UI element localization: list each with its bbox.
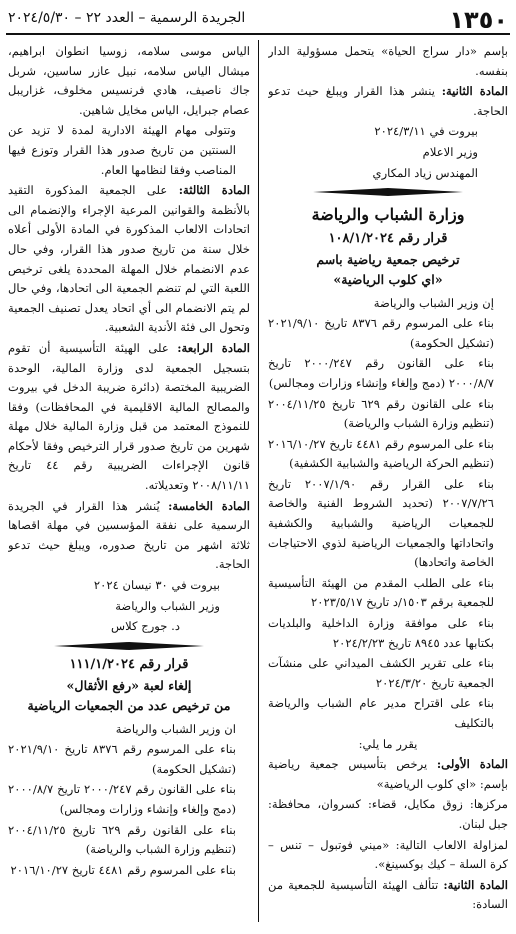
- article-text: يرخص بتأسيس جمعية رياضية بإسم: «اي كلوب الرياضية»: [268, 757, 508, 791]
- signature-block: [8, 576, 250, 637]
- recital: بناء على الطلب المقدم من الهيئة التأسيسية للجمعية برقم ١٥٠٣/د تاريخ ٢٠٢٣/٥/١٧: [268, 575, 494, 610]
- recital: بناء على اقتراح مدير عام الشباب والرياضة بالتكليف: [268, 696, 494, 730]
- decision-name: «اي كلوب الرياضية»: [333, 271, 443, 287]
- decides-line: يقرر ما يلي:: [358, 736, 418, 751]
- page-header: [6, 6, 510, 34]
- article-label: المادة الأولى:: [436, 757, 508, 772]
- page-number: ١٣٥٠: [449, 6, 508, 34]
- paragraph: الياس موسى سلامه، زوسيا انطوان ابراهيم، ميشال الياس سلامه، نبيل عازر ساسين، شربل جاك ناصيف، هادي فرنسيس مخلوف، غزاريبل عصام جبرايل، الياس مخايل شاهين.: [8, 44, 250, 117]
- recital: بناء على تقرير الكشف الميداني على منشآت الجمعية تاريخ ٢٠٢٤/٣/٢٠: [268, 656, 494, 690]
- article-2b: [268, 876, 508, 915]
- article-text: على الهيئة التأسيسية أن تقوم بتسجيل الجمعية لدى وزارة المالية، الوحدة الضريبية المختصة (دائرة ضريبة الدخل في بيروت والمصالح المالية الاقليمية في المحافظات) وفقا للنموذج المعتمد من قبل وزارة المالية خلال مهلة شهرين من تاريخ صدور قرار الترخيص وفقا لأحكام قانون الإجراءات الضريبية رقم ٤٤ تاريخ ٢٠٠٨/١١/١١ وتعديلاته.: [8, 340, 250, 493]
- article-1-hq: مركزها: زوق مكايل، قضاء: كسروان، محافظة: جبل لبنان.: [268, 797, 508, 831]
- paragraph: بإسم «دار سراج الحياة» يتحمل مسؤولية الدار بنفسه.: [268, 44, 508, 78]
- recital: بناء على القانون رقم ٦٢٩ تاريخ ٢٠٠٤/١١/٢٥ (تنظيم وزارة الشباب والرياضة): [8, 822, 236, 857]
- recital: بناء على القانون رقم ٢٠٠٠/٢٤٧ تاريخ ٢٠٠٠/٨/٧ (دمج وإلغاء وإنشاء وزارات ومجالس): [8, 782, 236, 816]
- article-label: المادة الثانية:: [441, 84, 508, 99]
- article-text: على الجمعية المذكورة التقيد بالأنظمة والقوانين المرعية الإجراء والإنضمام الى اتحادات الالعاب المذكورة في المادة الأولى أعلاه خلال سنة من تاريخ صدور هذا القرار، وفي حال عدم الانضمام خلال المهلة المحددة يلغى ترخيص اللعبة التي لم تنضم الجمعية الى اتحادها، وفي حال لم يتم الانضمام الى أي اتحاد يعدل تصنيف الجمعية وتحول الى فئة الأندية الشعبية.: [8, 183, 250, 335]
- article-1-games: لمزاولة الالعاب التالية: «ميني فوتبول – تنس – كرة السلة – كيك بوكسينغ».: [268, 837, 508, 872]
- recital: بناء على المرسوم رقم ٨٣٧٦ تاريخ ٢٠٢١/٩/١٠ (تشكيل الحكومة): [268, 316, 494, 350]
- article-label: المادة الخامسة:: [168, 498, 250, 513]
- article-label: المادة الثالثة:: [178, 183, 250, 198]
- article-text: ينشر هذا القرار ويبلغ حيث تدعو الحاجة.: [268, 84, 508, 118]
- intro-line: إن وزير الشباب والرياضة: [373, 295, 494, 310]
- signature-title: وزير الاعلام: [422, 144, 478, 159]
- signature-name: د. جورج كلاس: [110, 619, 180, 634]
- paragraph: وتتولى مهام الهيئة الادارية لمدة لا تزيد عن السنتين من تاريخ صدور هذا القرار وتوزع فيها المناصب وفقا لنظامها العام.: [8, 123, 236, 177]
- ornament-divider: [313, 187, 463, 197]
- article-1: [268, 755, 508, 794]
- decision-subject: إلغاء لعبة «رفع الأثقال»: [66, 678, 192, 694]
- article-text: تتألف الهيئة التأسيسية للجمعية من السادة:: [268, 877, 508, 912]
- recital: بناء على المرسوم رقم ٨٣٧٦ تاريخ ٢٠٢١/٩/١٠ (تشكيل الحكومة): [8, 742, 236, 776]
- decision-number: قرار رقم ١٠٨/١/٢٠٢٤: [328, 230, 448, 246]
- article-2: [268, 82, 508, 121]
- signature-date: بيروت في ٢٠٢٤/٣/١١: [374, 124, 478, 139]
- article-5: [8, 497, 250, 575]
- header-rule: [6, 33, 510, 35]
- right-column: [268, 42, 508, 924]
- article-label: المادة الثانية:: [443, 877, 508, 892]
- intro-line: ان وزير الشباب والرياضة: [115, 721, 236, 736]
- recital: بناء على القانون رقم ٦٢٩ تاريخ ٢٠٠٤/١١/٢٥ (تنظيم وزارة الشباب والرياضة): [268, 396, 494, 431]
- recital: بناء على المرسوم رقم ٤٤٨١ تاريخ ٢٠١٦/١٠/٢٧: [10, 862, 236, 877]
- signature-block: [268, 122, 508, 183]
- signature-name: المهندس زياد المكاري: [372, 165, 478, 180]
- header-title: الجريدة الرسمية – العدد ٢٢ – ٢٠٢٤/٥/٣٠: [8, 10, 246, 26]
- article-3: [8, 181, 250, 338]
- signature-date: بيروت في ٣٠ نيسان ٢٠٢٤: [93, 578, 220, 593]
- section-title: وزارة الشباب والرياضة: [311, 205, 465, 225]
- recital: بناء على المرسوم رقم ٤٤٨١ تاريخ ٢٠١٦/١٠/٢٧ (تنظيم الحركة الرياضية والشبابية الكشفية): [268, 436, 494, 471]
- decision-subject-2: من ترخيص عدد من الجمعيات الرياضية: [27, 698, 231, 713]
- article-label: المادة الرابعة:: [177, 340, 250, 355]
- decision-number: قرار رقم ١١١/١/٢٠٢٤: [69, 656, 189, 672]
- recital: بناء على القانون رقم ٢٠٠٠/٢٤٧ تاريخ ٢٠٠٠/٨/٧ (دمج وإلغاء وإنشاء وزارات ومجالس): [268, 356, 494, 390]
- column-divider: [258, 40, 259, 922]
- ornament-divider: [54, 641, 204, 651]
- signature-title: وزير الشباب والرياضة: [115, 598, 220, 613]
- recital: بناء على موافقة وزارة الداخلية والبلديات بكتابها عدد ٨٩٤٥ تاريخ ٢٠٢٤/٢/٢٣: [268, 616, 494, 650]
- article-text: يُنشر هذا القرار في الجريدة الرسمية على نفقة المؤسسين في مهلة اقصاها ثلاثة اشهر من تاريخ صدوره، ويبلغ حيث تدعو الحاجة.: [8, 498, 250, 572]
- recitals-list: [8, 740, 250, 880]
- recital: بناء على القرار رقم ٢٠٠٧/١/٩٠ تاريخ ٢٠٠٧/٧/٢٦ (تحديد الشروط الفنية والخاصة للجمعيات الرياضية والشبابية والكشفية واتحاداتها والجمعيات الرياضية لذوي الاحتياجات الخاصة واتحادها): [268, 476, 494, 570]
- left-column: [8, 42, 250, 924]
- recitals-list: [268, 314, 508, 733]
- article-4: [8, 339, 250, 496]
- decision-subject: ترخيص جمعية رياضية باسم: [316, 252, 460, 268]
